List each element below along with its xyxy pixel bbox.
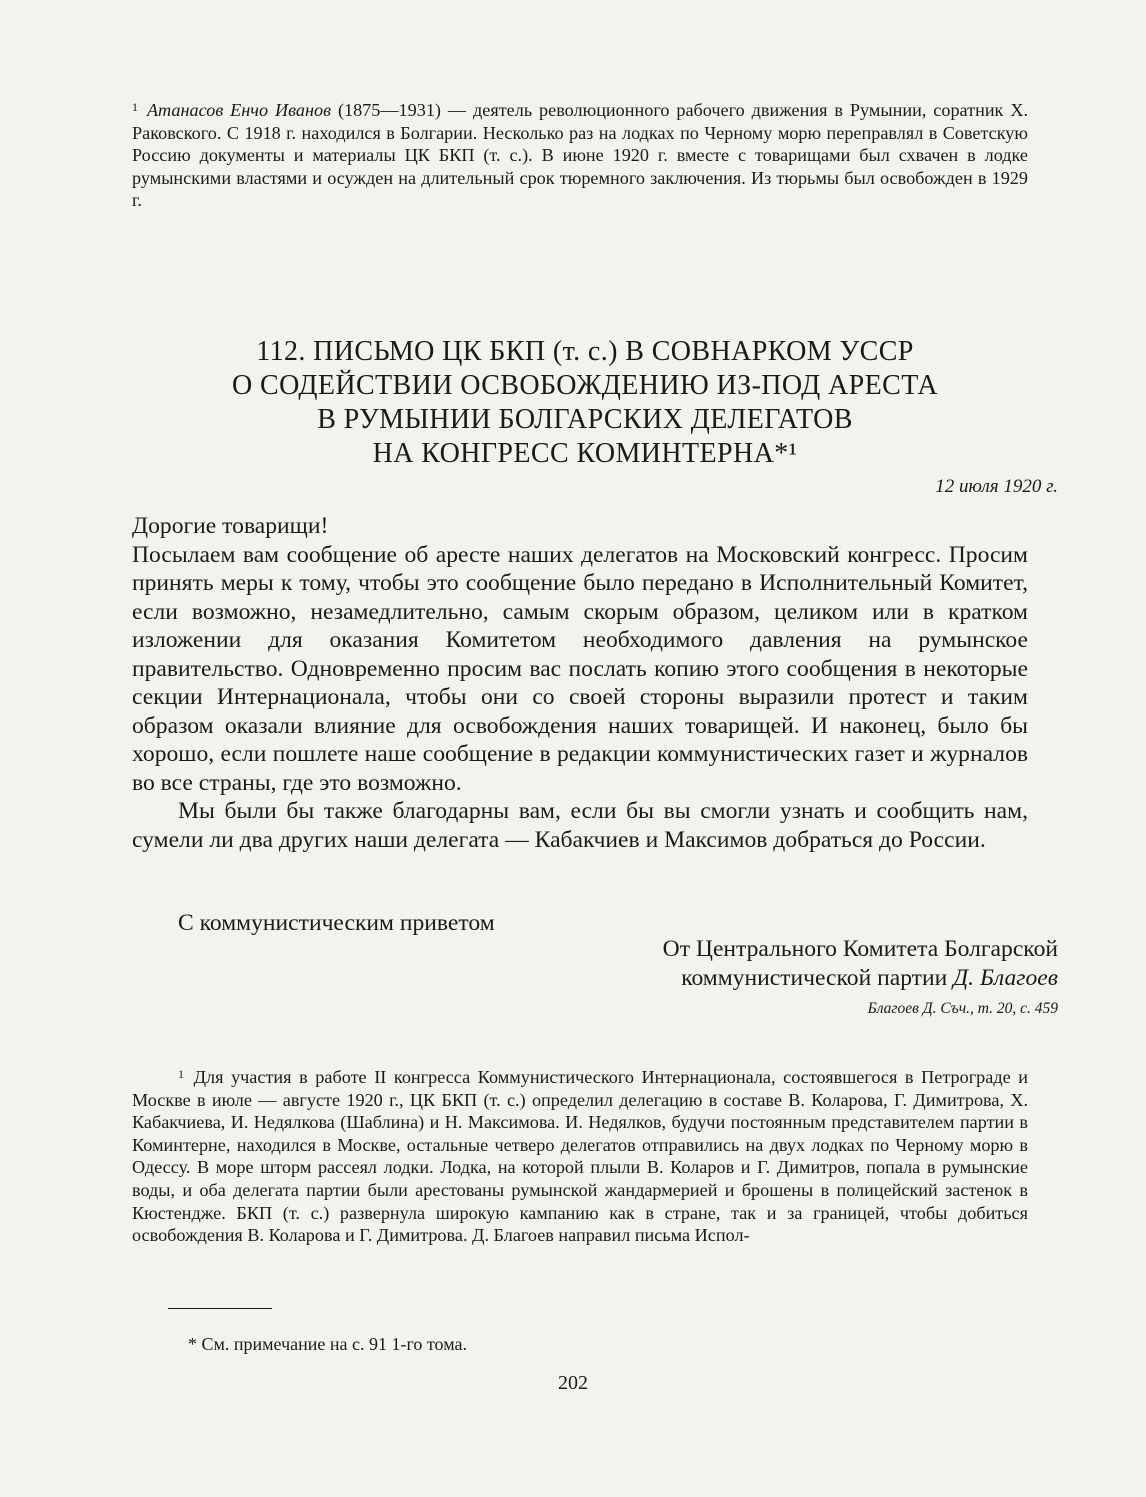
closing: С коммунистическим приветом	[178, 910, 495, 936]
heading-line: НА КОНГРЕСС КОМИНТЕРНА*¹	[372, 438, 798, 469]
signature-line	[663, 964, 1058, 993]
footnote-person-name: Атанасов Енчо Иванов	[146, 100, 331, 120]
heading-line: 112. ПИСЬМО ЦК БКП (т. с.) В СОВНАРКОМ УССР	[256, 336, 914, 367]
signature-prefix: коммунистической партии	[681, 964, 948, 991]
signature	[663, 935, 1058, 992]
signature-line: От Центрального Комитета Болгарской	[662, 936, 1058, 962]
heading-line: В РУМЫНИИ БОЛГАРСКИХ ДЕЛЕГАТОВ	[317, 404, 853, 435]
footnote-bottom	[132, 1063, 1028, 1247]
document-heading	[110, 335, 1060, 471]
footnote-marker: 1	[178, 1067, 184, 1081]
footnote-top	[132, 96, 1028, 212]
heading-line: О СОДЕЙСТВИИ ОСВОБОЖДЕНИЮ ИЗ-ПОД АРЕСТА	[232, 370, 938, 401]
paragraph: Посылаем вам сообщение об аресте наших делегатов на Московский конгресс. Просим принять меры к тому, чтобы это сообщение было передано в Исполнительный Комитет, если возможно, незамедлительно, самым скорым образом, целиком или в кратком изложении для оказания Комитетом необходимого давления на румынское правительство. Одновременно просим вас послать копию этого сообщения в некоторые секции Интернационала, чтобы они со своей стороны выразили протест и таким образом оказали влияние для освобождения наших товарищей. И наконец, было бы хорошо, если пошлете наше сообщение в редакции коммунистических газет и журналов во все страны, где это возможно.	[132, 541, 1028, 796]
signature-name: Д. Благоев	[953, 964, 1058, 991]
salutation: Дорогие товарищи!	[132, 513, 329, 539]
letter-date: 12 июля 1920 г.	[935, 476, 1058, 497]
asterisk-note: * См. примечание на с. 91 1-го тома.	[188, 1334, 467, 1354]
source-citation: Благоев Д. Съч., т. 20, с. 459	[867, 1000, 1058, 1017]
footnote-text: Для участия в работе II конгресса Коммунистического Интернационала, состоявшегося в Петрограде и Москве в июле — августе 1920 г., ЦК БКП (т. с.) определил делегацию в составе В. Коларова, Г. Димитрова, Х. Кабакчиева, И. Недялкова (Шаблина) и Н. Максимова. И. Недялков, будучи постоянным представителем партии в Коминтерне, находился в Москве, остальные четверо делегатов отправились на двух лодках по Черному морю в Одессу. В море шторм рассеял лодки. Лодка, на которой плыли В. Коларов и Г. Димитров, попала в румынские воды, и оба делегата партии были арестованы румынской жандармерией и брошены в полицейский застенок в Кюстендже. БКП (т. с.) развернула широкую кампанию как в стране, так и за границей, чтобы добиться освобождения В. Коларова и Г. Димитрова. Д. Благоев направил письма Испол-	[132, 1067, 1028, 1246]
page-number: 202	[558, 1372, 588, 1394]
footnote-marker: 1	[132, 100, 138, 114]
footnote-text: (1875—1931) — деятель революционного рабочего движения в Румынии, соратник Х. Раковского. С 1918 г. находился в Болгарии. Несколько раз на лодках по Черному морю переправлял в Советскую Россию документы и материалы ЦК БКП (т. с.). В июне 1920 г. вместе с товарищами был схвачен в лодке румынскими властями и осужден на длительный срок тюремного заключения. Из тюрьмы был освобожден в 1929 г.	[132, 100, 1029, 211]
footnote-divider	[168, 1308, 272, 1309]
letter-body	[132, 512, 1028, 854]
paragraph: Мы были бы также благодарны вам, если бы вы смогли узнать и сообщить нам, сумели ли два других наши делегата — Кабакчиев и Максимов добраться до России.	[132, 798, 1028, 853]
